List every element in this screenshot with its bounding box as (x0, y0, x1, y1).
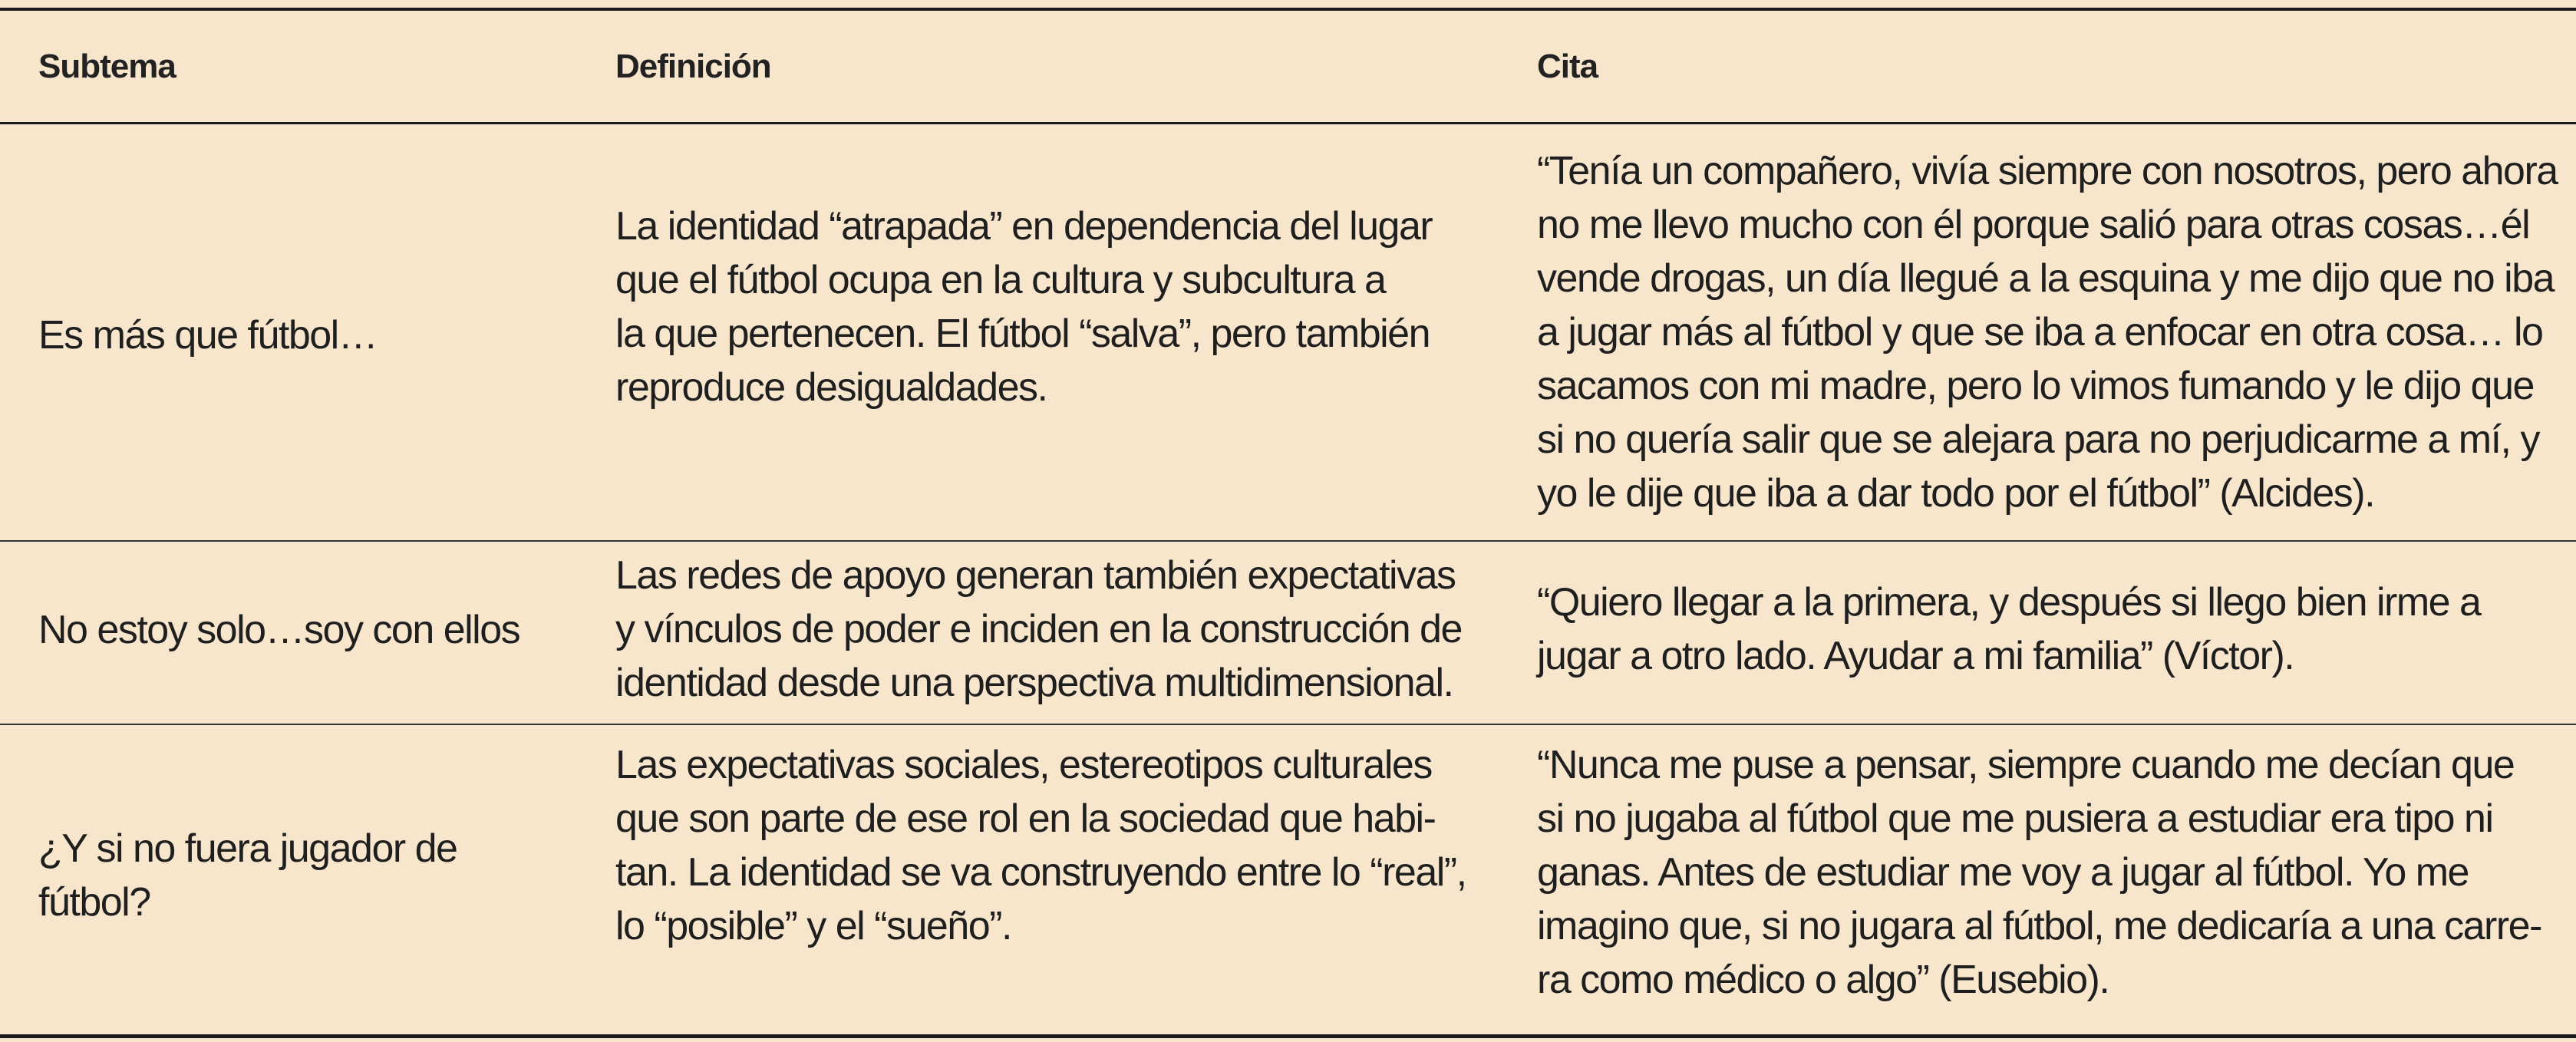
row-1-definicion: La identidad “atrapada” en dependencia del lugar que el fútbol ocupa en la cultura y subcultura a la que pertenecen. El fútbol “salva”, pero también reproduce desigualdades. (615, 204, 1433, 410)
row-2-definicion: Las redes de apoyo generan también expectativas y vínculos de poder e inciden en la construcción de identidad desde una perspectiva multidimensional. (615, 553, 1462, 705)
table-top-rule (0, 8, 2576, 11)
row-2-cita: “Quiero llegar a la primera, y después si llego bien irme a jugar a otro lado. Ayudar a mi familia” (Víctor). (1537, 580, 2481, 678)
row-1-cita: “Tenía un compañero, vivía siempre con nosotros, pero ahora no me llevo mucho con él porque salió para otras cosas…él vende drogas, un día llegué a la esquina y me dijo que no iba a jugar más al fútbol y que se iba a enfocar en otra cosa… lo sacamos con mi madre, pero lo vimos fumando y le dijo que si no quería salir que se alejara para no perjudicarme a mí, y yo le dije que iba a dar todo por el fútbol” (Alcides). (1537, 149, 2558, 516)
row-divider (0, 540, 2576, 542)
table-bottom-rule (0, 1034, 2576, 1038)
row-1-subtema: Es más que fútbol… (38, 313, 378, 358)
row-3-subtema: ¿Y si no fuera jugador de fútbol? (38, 826, 457, 925)
header-rule (0, 122, 2576, 124)
row-3-cita: “Nunca me puse a pensar, siempre cuando me decían que si no jugaba al fútbol que me pusiera a estudiar era tipo ni ganas. Antes de estudiar me voy a jugar al fútbol. Yo me imagino que, si no jugara al fútbol, me dedicaría a una carre- ra como médico o algo” (Eusebio). (1537, 743, 2541, 1002)
row-divider (0, 724, 2576, 725)
header-cita: Cita (1537, 48, 1598, 85)
row-3-definicion: Las expectativas sociales, estereotipos culturales que son parte de ese rol en la sociedad que habi- tan. La identidad se va construyendo entre lo “real”, lo “posible” y el “sueño”. (615, 743, 1466, 948)
row-2-subtema: No estoy solo…soy con ellos (38, 608, 520, 652)
header-subtema: Subtema (38, 48, 176, 85)
header-definicion: Definición (615, 48, 771, 85)
